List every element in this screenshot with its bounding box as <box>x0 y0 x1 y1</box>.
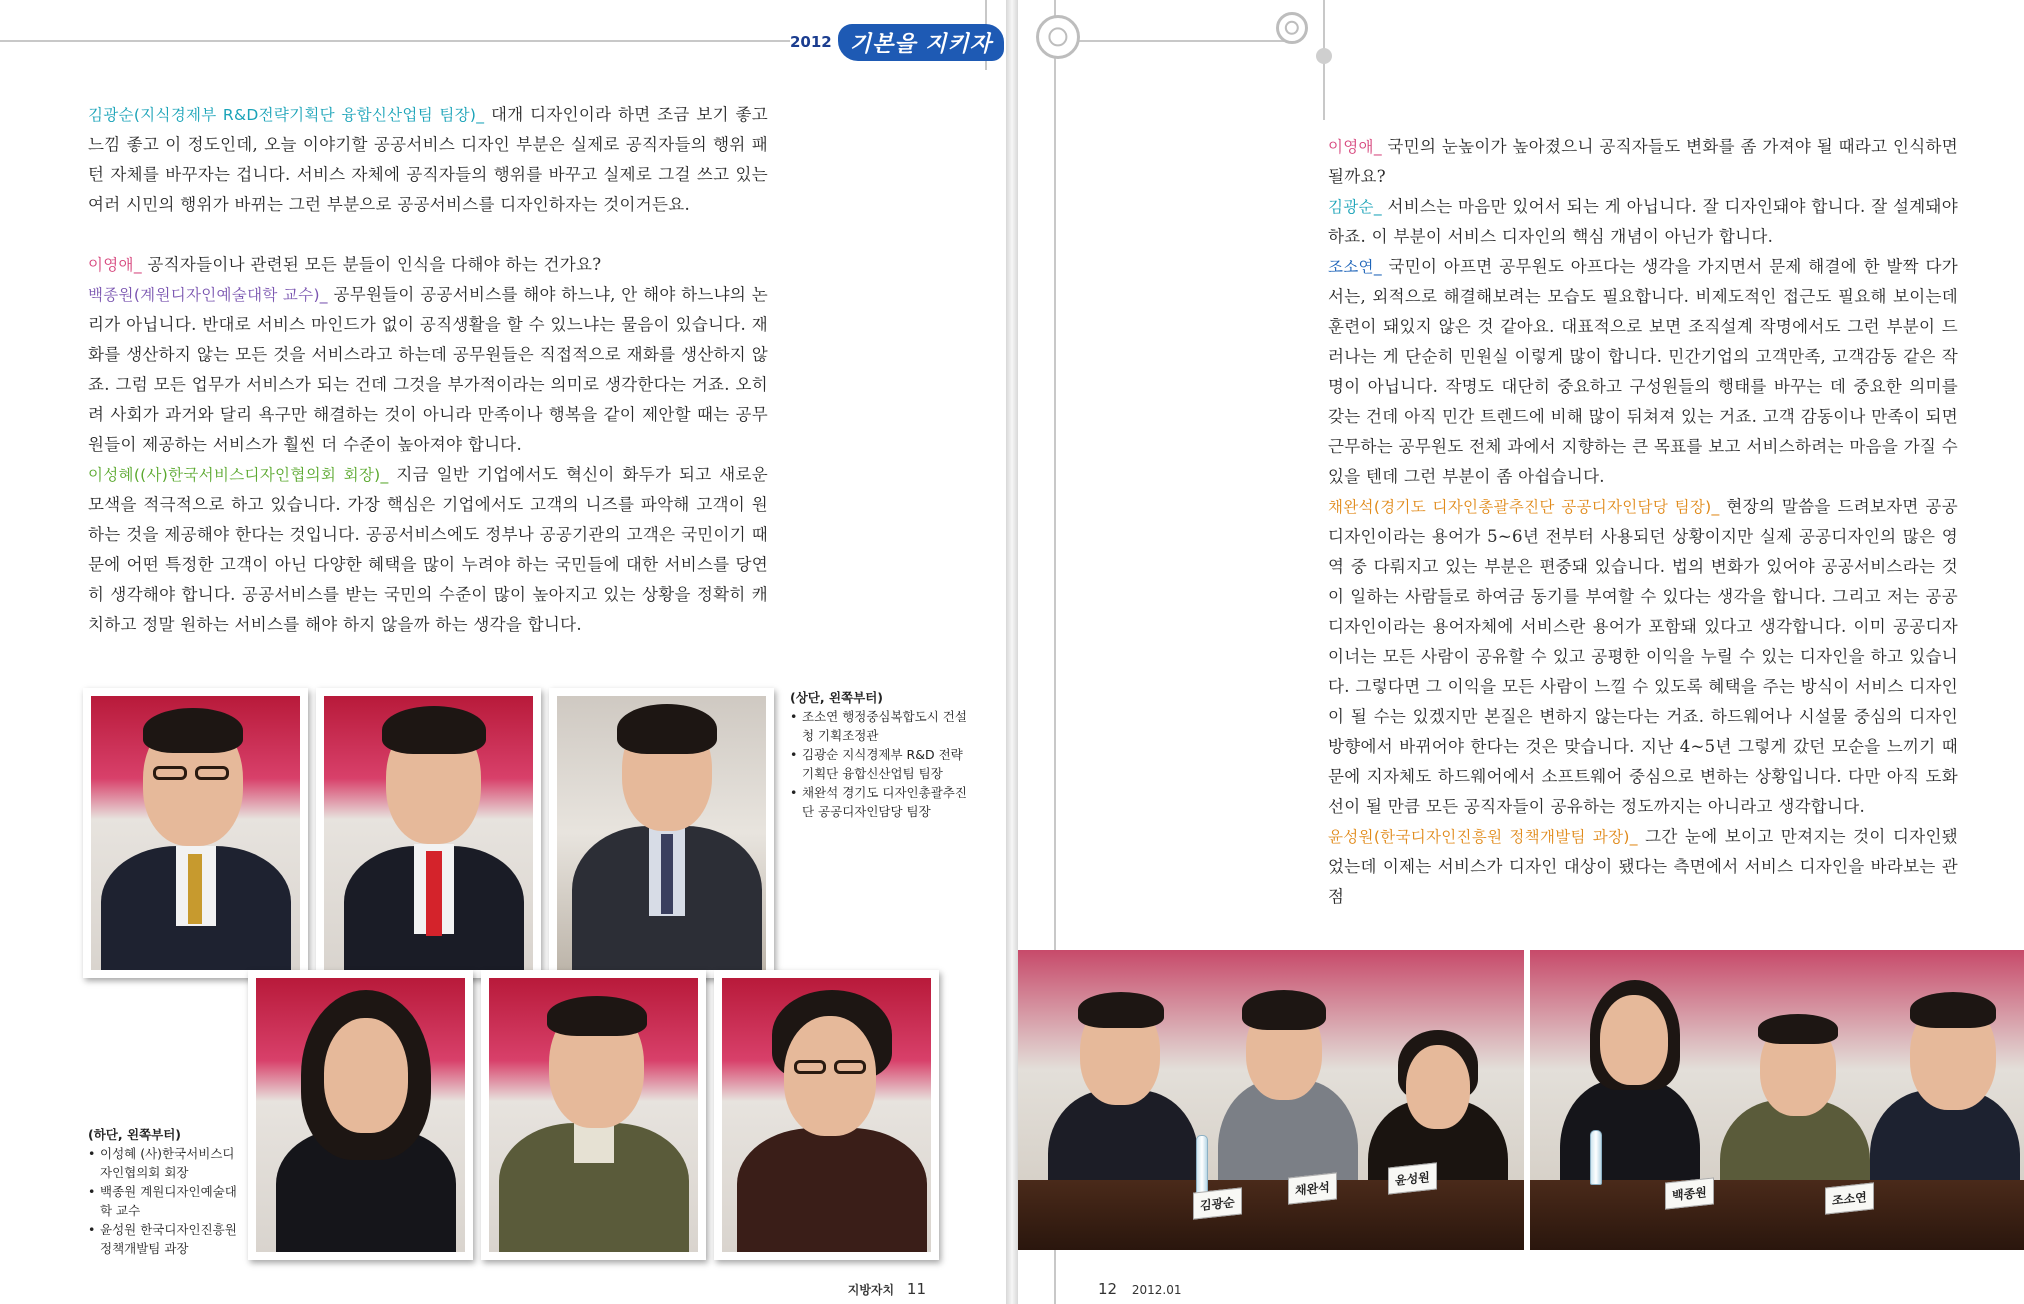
speech-text: 공무원들이 공공서비스를 해야 하느냐, 안 해야 하느냐의 논리가 아닙니다. 반대로 서비스 마인드가 없이 공직생활을 할 수 있느냐는 물음이 있습니다. 재화를 생산하지 않는 모든 것을 서비스라고 하는데 공무원들은 직접적으로 재화를 생산하지 않죠. 그럼 모든 업무가 서비스가 되는 건데 그것을 부가적이라는 의미로 생각한다는 거죠. 오히려 사회가 과거와 달리 욕구만 해결하는 것이 아니라 만족이나 행복을 같이 제안할 때는 공무원들이 제공하는 서비스가 훨씬 더 수준이 높아져야 합니다. <box>88 285 768 454</box>
paragraph <box>1328 822 1958 912</box>
speech-text: 서비스는 마음만 있어서 되는 게 아닙니다. 잘 디자인돼야 합니다. 잘 설계돼야 하죠. 이 부분이 서비스 디자인의 핵심 개념이 아닌가 합니다. <box>1328 197 1958 246</box>
caption-top-item: • 김광순 지식경제부 R&D 전략기획단 융합신산업팀 팀장 <box>790 745 970 783</box>
photo-chae-wanseok <box>549 688 774 978</box>
issue-date: 2012.01 <box>1131 1283 1182 1297</box>
speech-text: 공직자들이나 관련된 모든 분들이 인식을 다해야 하는 건가요? <box>141 255 602 274</box>
ring-ornament <box>1276 12 1308 44</box>
caption-bottom-item: • 이성혜 (사)한국서비스디자인협의회 회장 <box>88 1144 238 1182</box>
speech-text: 국민이 아프면 공무원도 아프다는 생각을 가지면서 문제 해결에 한 발짝 다가서는, 외적으로 해결해보려는 모습도 필요합니다. 비제도적인 접근도 필요해 보이는데 훈련이 돼있지 않은 것 같아요. 대표적으로 보면 조직설계 작명에서도 그런 부분이 드러나는 게 단순히 민원실 이렇게 많이 합니다. 민간기업의 고객만족, 고객감동 같은 작명이 아닙니다. 작명도 대단히 중요하고 구성원들의 행태를 바꾸는 데 중요한 의미를 갖는 건데 아직 민간 트렌드에 비해 많이 뒤쳐져 있는 거죠. 고객 감동이나 만족이 되면 근무하는 공무원도 전체 과에서 지향하는 큰 목표를 보고 서비스하려는 마음을 가질 수 있을 텐데 그런 부분이 좀 아쉽습니다. <box>1328 257 1958 486</box>
speaker-name: 이영애_ <box>1328 138 1382 156</box>
nameplate: 윤성원 <box>1388 1162 1437 1194</box>
page-number-left <box>848 1280 926 1298</box>
photo-group-right <box>1530 950 2024 1250</box>
speech-text: 국민의 눈높이가 높아졌으니 공직자들도 변화를 좀 가져야 될 때라고 인식하면 될까요? <box>1328 137 1958 186</box>
article-text-left <box>88 100 768 640</box>
photo-jo-soyeon <box>316 688 541 978</box>
speech-text: 지금 일반 기업에서도 혁신이 화두가 되고 새로운 모색을 적극적으로 하고 있습니다. 가장 핵심은 기업에서도 고객의 니즈를 파악해 고객이 원하는 것을 제공해야 한다는 것입니다. 공공서비스에도 정부나 공공기관의 고객은 국민이기 때문에 어떤 특정한 고객이 아닌 다양한 혜택을 많이 누려야 하는 국민들에 대한 서비스를 당연히 생각해야 합니다. 공공서비스를 받는 국민의 수준이 많이 높아지고 있는 상황을 정확히 캐치하고 정말 원하는 서비스를 해야 하지 않을까 하는 생각을 합니다. <box>88 465 769 634</box>
photo-yoon-seongwon <box>714 970 939 1260</box>
left-page <box>0 0 1006 1304</box>
paragraph <box>1328 252 1958 492</box>
article-text-right <box>1328 132 1958 912</box>
paragraph <box>88 250 768 280</box>
caption-bottom-item: • 윤성원 한국디자인진흥원 정책개발팀 과장 <box>88 1220 238 1258</box>
paragraph <box>88 460 768 640</box>
caption-top-item: • 조소연 행정중심복합도시 건설청 기획조정관 <box>790 707 970 745</box>
photo-caption-bottom <box>88 1125 238 1258</box>
photo-group-left <box>1018 950 1524 1250</box>
photo-baek-jongwon <box>481 970 706 1260</box>
paragraph <box>1328 492 1958 822</box>
speech-text: 그간 눈에 보이고 만져지는 것이 디자인됐었는데 이제는 서비스가 디자인 대상이 됐다는 측면에서 서비스 디자인을 바라보는 관점 <box>1328 827 1958 906</box>
speaker-name: 김광순(지식경제부 R&D전략기획단 융합신산업팀 팀장)_ <box>88 106 485 124</box>
speech-text: 대개 디자인이라 하면 조금 보기 좋고 느낌 좋고 이 정도인데, 오늘 이야기할 공공서비스 디자인 부분은 실제로 공직자들의 행위 패턴 자체를 바꾸자는 겁니다. 서비스 자체에 공직자들의 행위를 바꾸고 실제로 그걸 쓰고 있는 여러 시민의 행위가 바뀌는 그런 부분으로 공공서비스를 디자인하자는 것이거든요. <box>88 105 768 214</box>
paragraph <box>1328 132 1958 192</box>
photo-kim-gwangsun <box>83 688 308 978</box>
speaker-name: 백종원(계원디자인예술대학 교수)_ <box>88 286 328 304</box>
series-year: 2012 <box>790 33 832 51</box>
paragraph <box>88 100 768 220</box>
page-number-right <box>1098 1280 1182 1298</box>
page-number: 12 <box>1098 1280 1118 1298</box>
series-logo <box>790 22 1004 62</box>
header-rule <box>0 40 790 42</box>
photo-lee-seonghye <box>248 970 473 1260</box>
caption-top-item: • 채완석 경기도 디자인총괄추진단 공공디자인담당 팀장 <box>790 783 970 821</box>
ring-ornament <box>1036 15 1080 59</box>
spine-gutter <box>1006 0 1018 1304</box>
caption-bottom-item: • 백종원 계원디자인예술대학 교수 <box>88 1182 238 1220</box>
dot-ornament <box>1316 48 1332 64</box>
speech-text: 현장의 말씀을 드려보자면 공공디자인이라는 용어가 5~6년 전부터 사용되던 상황이지만 실제 공공디자인의 많은 영역 중 다뤄지고 있는 부분은 편중돼 있습니다. 법의 변화가 있어야 공공서비스라는 것이 일하는 사람들로 하여금 동기를 부여할 수 있다는 생각을 합니다. 그리고 저는 공공디자인이라는 용어자체에 서비스란 용어가 포함돼 있다고 생각합니다. 이미 공공디자이너는 모든 사람이 공유할 수 있고 공평한 이익을 누릴 수 있는 디자인을 하고 있습니다. 그렇다면 그 이익을 모든 사람이 느낄 수 있도록 혜택을 주는 방식이 서비스 디자인이 될 수는 있겠지만 본질은 변하지 않는다는 거죠. 하드웨어나 시설물 중심의 디자인 방향에서 바뀌어야 한다는 것은 맞습니다. 지난 4~5년 그렇게 갔던 모순을 느끼기 때문에 지자체도 하드웨어에서 소프트웨어 중심으로 변하는 상황입니다. 다만 아직 도화선이 될 만큼 모든 공직자들이 공유하는 정도까지는 아니라고 생각합니다. <box>1328 497 1958 816</box>
page-number: 11 <box>906 1280 926 1298</box>
speaker-name: 이성혜((사)한국서비스디자인협의회 회장)_ <box>88 466 389 484</box>
photo-caption-top <box>790 688 970 821</box>
nameplate: 김광순 <box>1193 1187 1242 1219</box>
speaker-name: 채완석(경기도 디자인총괄추진단 공공디자인담당 팀장)_ <box>1328 498 1720 516</box>
caption-top-heading: (상단, 왼쪽부터) <box>790 690 883 705</box>
caption-bottom-heading: (하단, 왼쪽부터) <box>88 1127 181 1142</box>
speaker-name: 윤성원(한국디자인진흥원 정책개발팀 과장)_ <box>1328 828 1638 846</box>
nameplate: 조소연 <box>1825 1182 1874 1214</box>
speaker-name: 김광순_ <box>1328 198 1382 216</box>
header-rule <box>1054 40 1284 42</box>
series-title: 기본을 지키자 <box>838 24 1004 61</box>
magazine-name: 지방자치 <box>847 1283 895 1297</box>
paragraph <box>88 280 768 460</box>
nameplate: 채완석 <box>1288 1172 1337 1204</box>
right-page <box>1018 0 2024 1304</box>
speaker-name: 이영애_ <box>88 256 142 274</box>
speaker-name: 조소연_ <box>1328 258 1382 276</box>
nameplate: 백종원 <box>1665 1177 1714 1209</box>
paragraph <box>1328 192 1958 252</box>
